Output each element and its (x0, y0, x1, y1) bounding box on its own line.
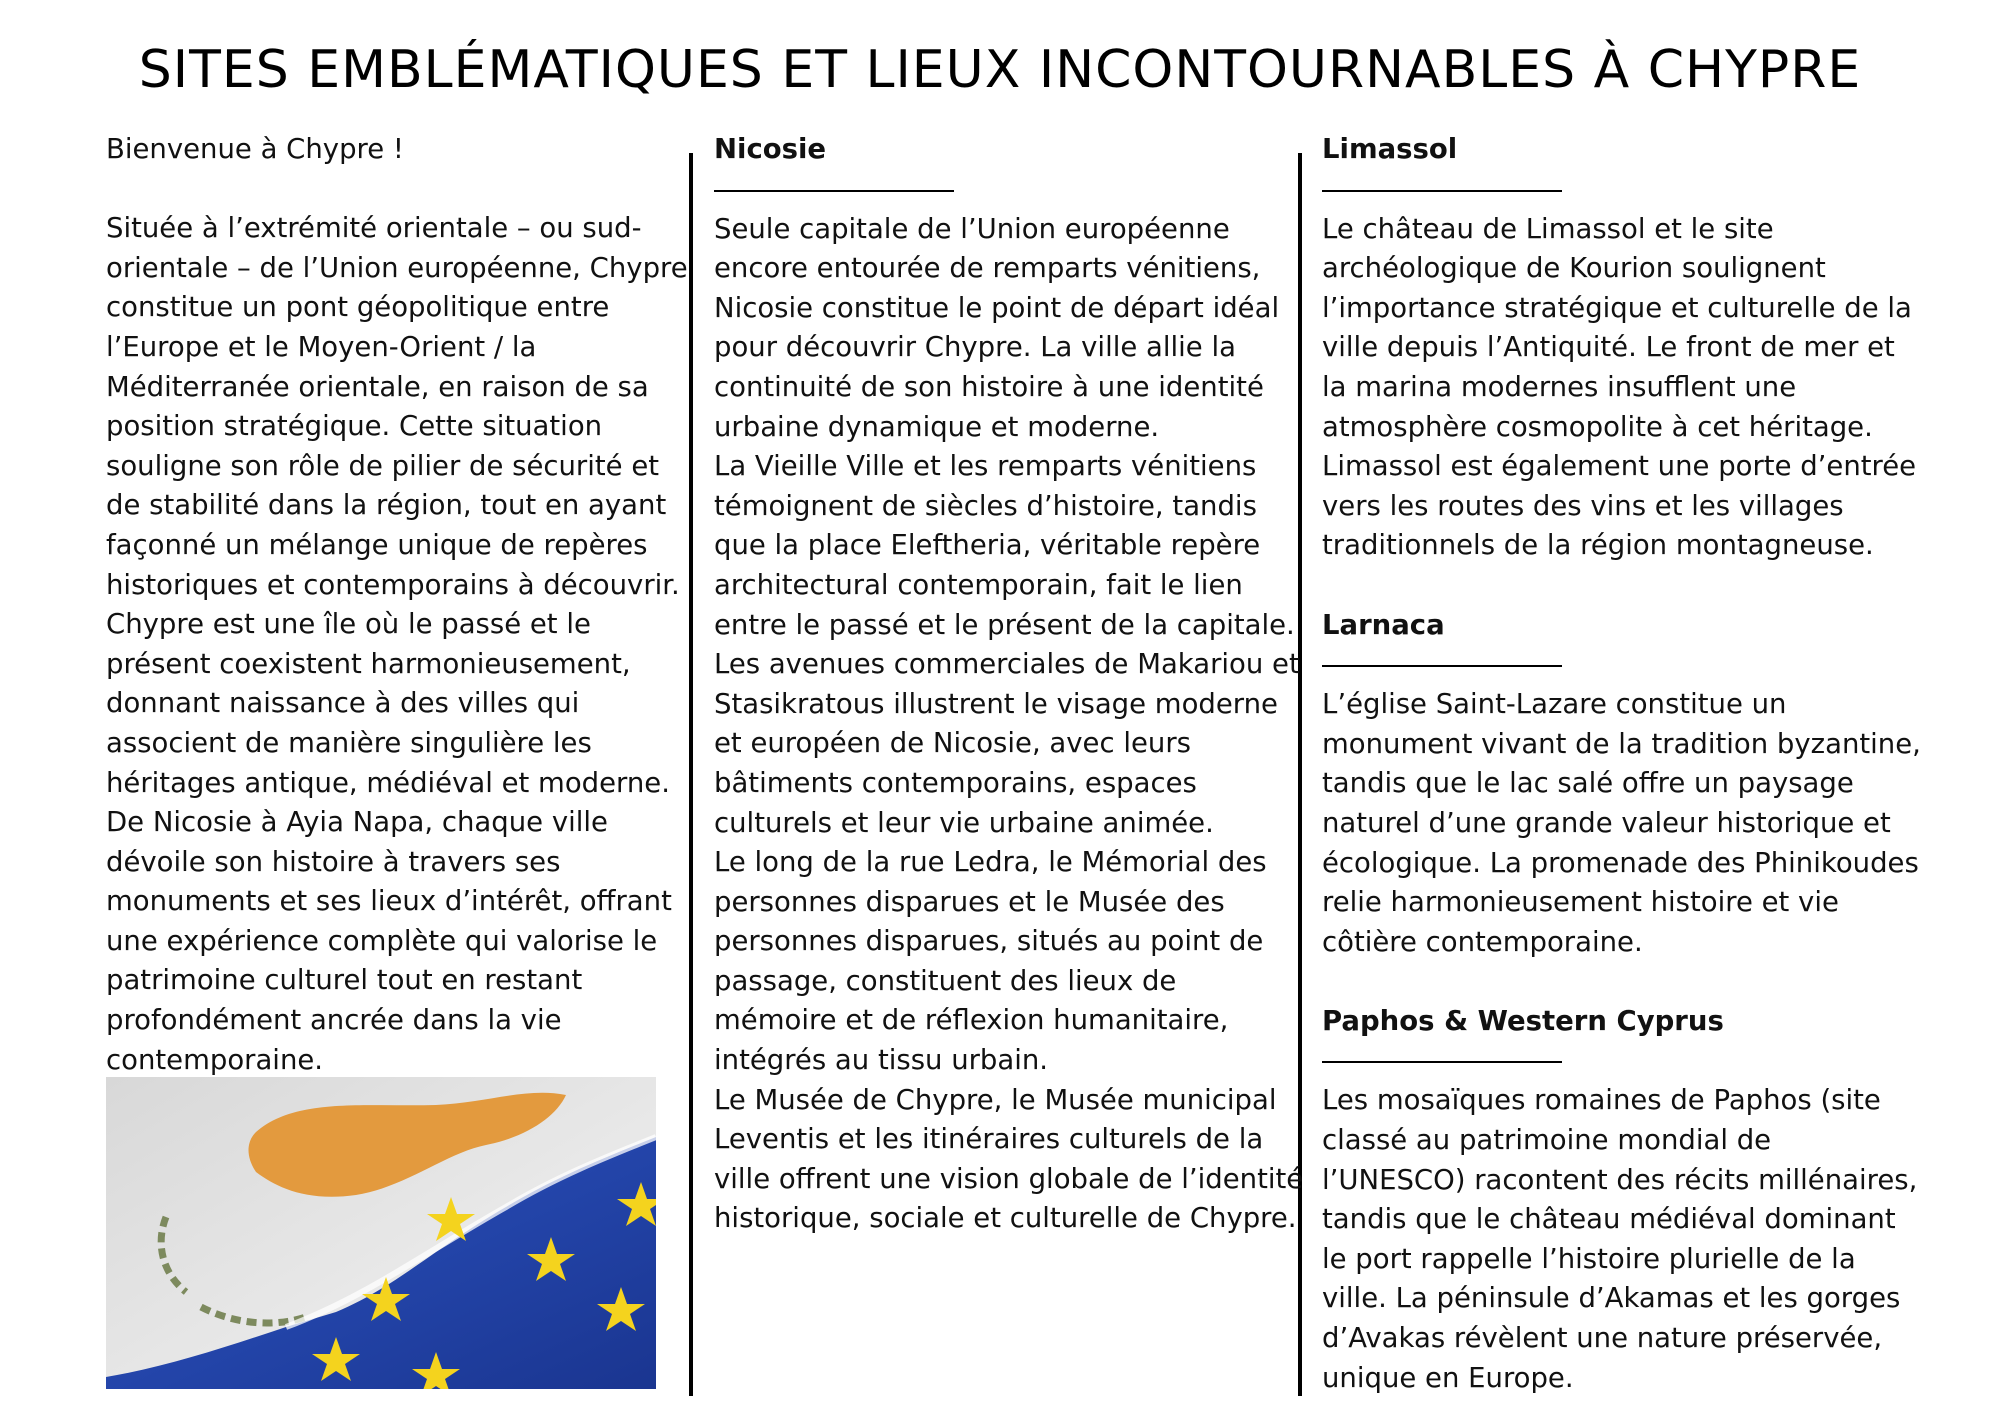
heading-underline (1322, 190, 1562, 192)
intro-paragraph: Chypre est une île où le passé et le présent coexistent harmonieusement, donnant naissance à des villes qui associent de manière singulière les héritages antique, médiéval et moderne. (106, 608, 670, 799)
puzzle-illustration (106, 1077, 656, 1389)
section-heading-limassol: Limassol (1322, 133, 1458, 165)
section-heading-paphos: Paphos & Western Cyprus (1322, 1004, 1724, 1037)
heading-underline (714, 190, 954, 192)
section-heading-larnaca: Larnaca (1322, 608, 1445, 641)
heading-underline (1322, 665, 1562, 667)
heading-underline (1322, 1061, 1562, 1063)
intro-column (106, 130, 696, 1080)
nicosie-paragraph: Seule capitale de l’Union européenne encore entourée de remparts vénitiens, Nicosie constitue le point de départ idéal pour découvrir Chypre. La ville allie la continuité de son histoire à une identité urbaine dynamique et moderne. (714, 212, 1280, 443)
paphos-text: Les mosaïques romaines de Paphos (site classé au patrimoine mondial de l’UNESCO) racontent des récits millénaires, tandis que le château médiéval dominant le port rappelle l’histoire plurielle de la ville. La péninsule d’Akamas et les gorges d’Avakas révèlent une nature préservée, unique en Europe. (1322, 1084, 1918, 1394)
nicosie-paragraph: Le Musée de Chypre, le Musée municipal Leventis et les itinéraires culturels de la ville offrent une vision globale de l’identité historique, sociale et culturelle de Chypre. (714, 1083, 1304, 1235)
nicosie-column (714, 130, 1304, 1239)
nicosie-paragraph: Les avenues commerciales de Makariou et Stasikratous illustrent le visage moderne et européen de Nicosie, avec leurs bâtiments contemporains, espaces culturels et leur vie urbaine animée. (714, 648, 1300, 839)
cities-column (1322, 130, 1922, 1398)
page-title: SITES EMBLÉMATIQUES ET LIEUX INCONTOURNABLES À CHYPRE (138, 40, 1862, 100)
intro-greeting: Bienvenue à Chypre ! (106, 133, 404, 165)
nicosie-paragraph: La Vieille Ville et les remparts vénitiens témoignent de siècles d’histoire, tandis que la place Eleftheria, véritable repère architectural contemporain, fait le lien entre le passé et le présent de la capitale. (714, 450, 1295, 641)
section-heading-nicosie: Nicosie (714, 133, 827, 165)
intro-paragraph: Située à l’extrémité orientale – ou sud-orientale – de l’Union européenne, Chypre constitue un pont géopolitique entre l’Europe et le Moyen-Orient / la Méditerranée orientale, en raison de sa position stratégique. Cette situation souligne son rôle de pilier de sécurité et de stabilité dans la région, tout en ayant façonné un mélange unique de repères historiques et contemporains à découvrir. (106, 212, 688, 601)
nicosie-paragraph: Le long de la rue Ledra, le Mémorial des personnes disparues et le Musée des personnes disparues, situés au point de passage, constituent des lieux de mémoire et de réflexion humanitaire, intégrés au tissu urbain. (714, 846, 1267, 1077)
limassol-text: Le château de Limassol et le site archéologique de Kourion soulignent l’importance stratégique et culturelle de la ville depuis l’Antiquité. Le front de mer et la marina modernes insufflent une atmosphère cosmopolite à cet héritage. Limassol est également une porte d’entrée vers les routes des vins et les villages traditionnels de la région montagneuse. (1322, 212, 1917, 562)
intro-paragraph: De Nicosie à Ayia Napa, chaque ville dévoile son histoire à travers ses monuments et ses lieux d’intérêt, offrant une expérience complète qui valorise le patrimoine culturel tout en restant profondément ancrée dans la vie contemporaine. (106, 806, 672, 1076)
larnaca-text: L’église Saint-Lazare constitue un monument vivant de la tradition byzantine, tandis que le lac salé offre un paysage naturel d’une grande valeur historique et écologique. La promenade des Phinikoudes relie harmonieusement histoire et vie côtière contemporaine. (1322, 688, 1921, 958)
cyprus-eu-puzzle-image (106, 1077, 656, 1389)
